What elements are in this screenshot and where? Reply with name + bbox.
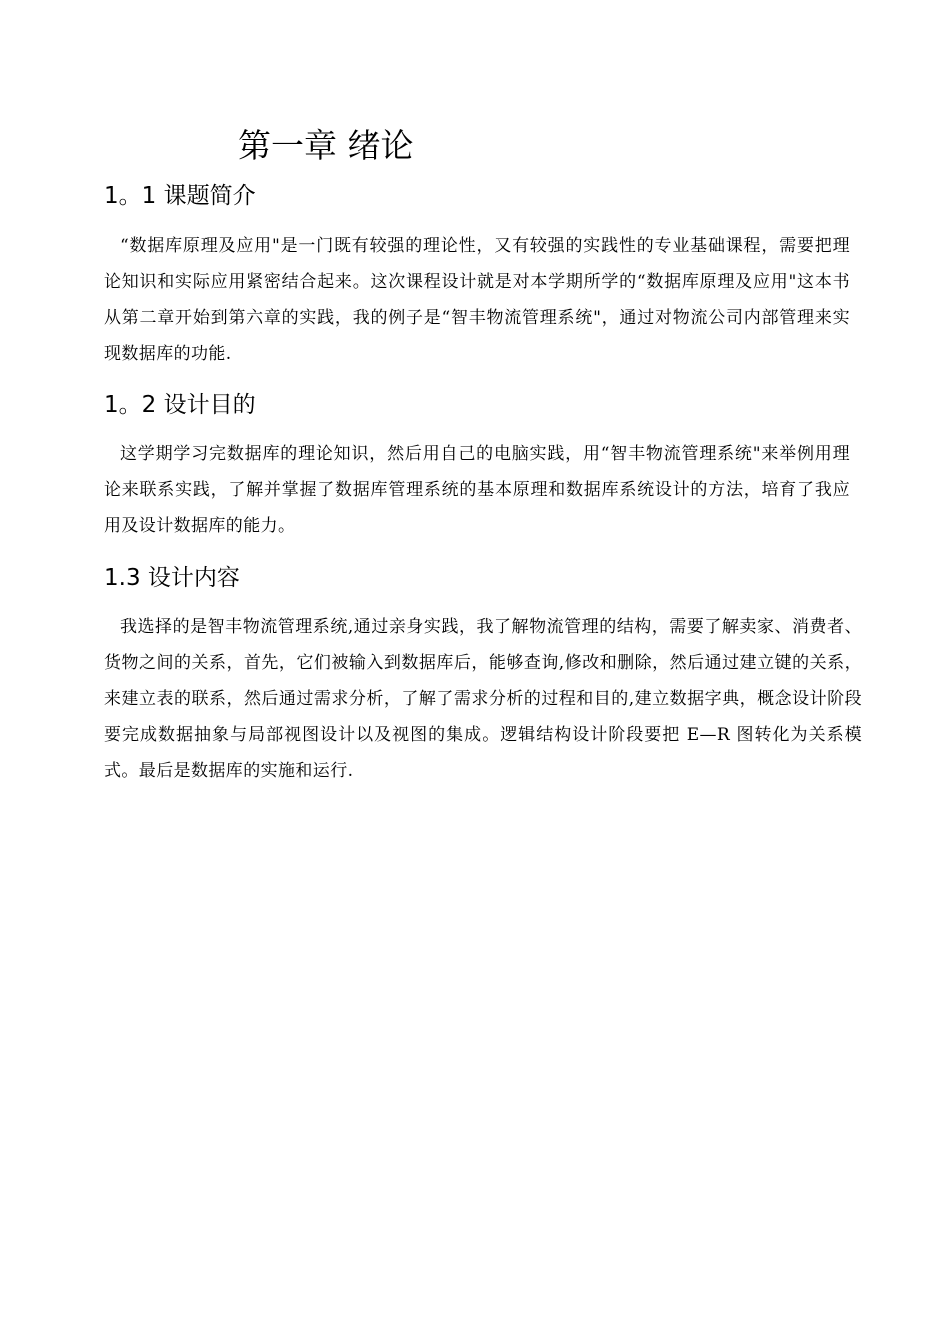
section-heading-1-3: 1.3 设计内容: [104, 565, 240, 591]
section-paragraph-1-2: 这学期学习完数据库的理论知识，然后用自己的电脑实践，用“智丰物流管理系统"来举例用理论来联系实践，了解并掌握了数据库管理系统的基本原理和数据库系统设计的方法，培育了我应用及设计数据库的能力。: [104, 444, 850, 536]
section-heading-1-1: 1。1 课题简介: [104, 183, 256, 209]
section-paragraph-1-3: 我选择的是智丰物流管理系统,通过亲身实践，我了解物流管理的结构，需要了解卖家、消费者、货物之间的关系，首先，它们被输入到数据库后，能够查询,修改和删除，然后通过建立键的关系，来建立表的联系，然后通过需求分析，了解了需求分析的过程和目的,建立数据字典，概念设计阶段要完成数据抽象与局部视图设计以及视图的集成。逻辑结构设计阶段要把 E—R 图转化为关系模式。最后是数据库的实施和运行.: [104, 617, 862, 781]
chapter-title: 第一章 绪论: [238, 126, 414, 165]
section-heading-1-2: 1。2 设计目的: [104, 392, 256, 418]
section-paragraph-1-1: “数据库原理及应用"是一门既有较强的理论性，又有较强的实践性的专业基础课程，需要把理论知识和实际应用紧密结合起来。这次课程设计就是对本学期所学的“数据库原理及应用"这本书从第二章开始到第六章的实践，我的例子是“智丰物流管理系统"，通过对物流公司内部管理来实现数据库的功能.: [104, 236, 850, 364]
